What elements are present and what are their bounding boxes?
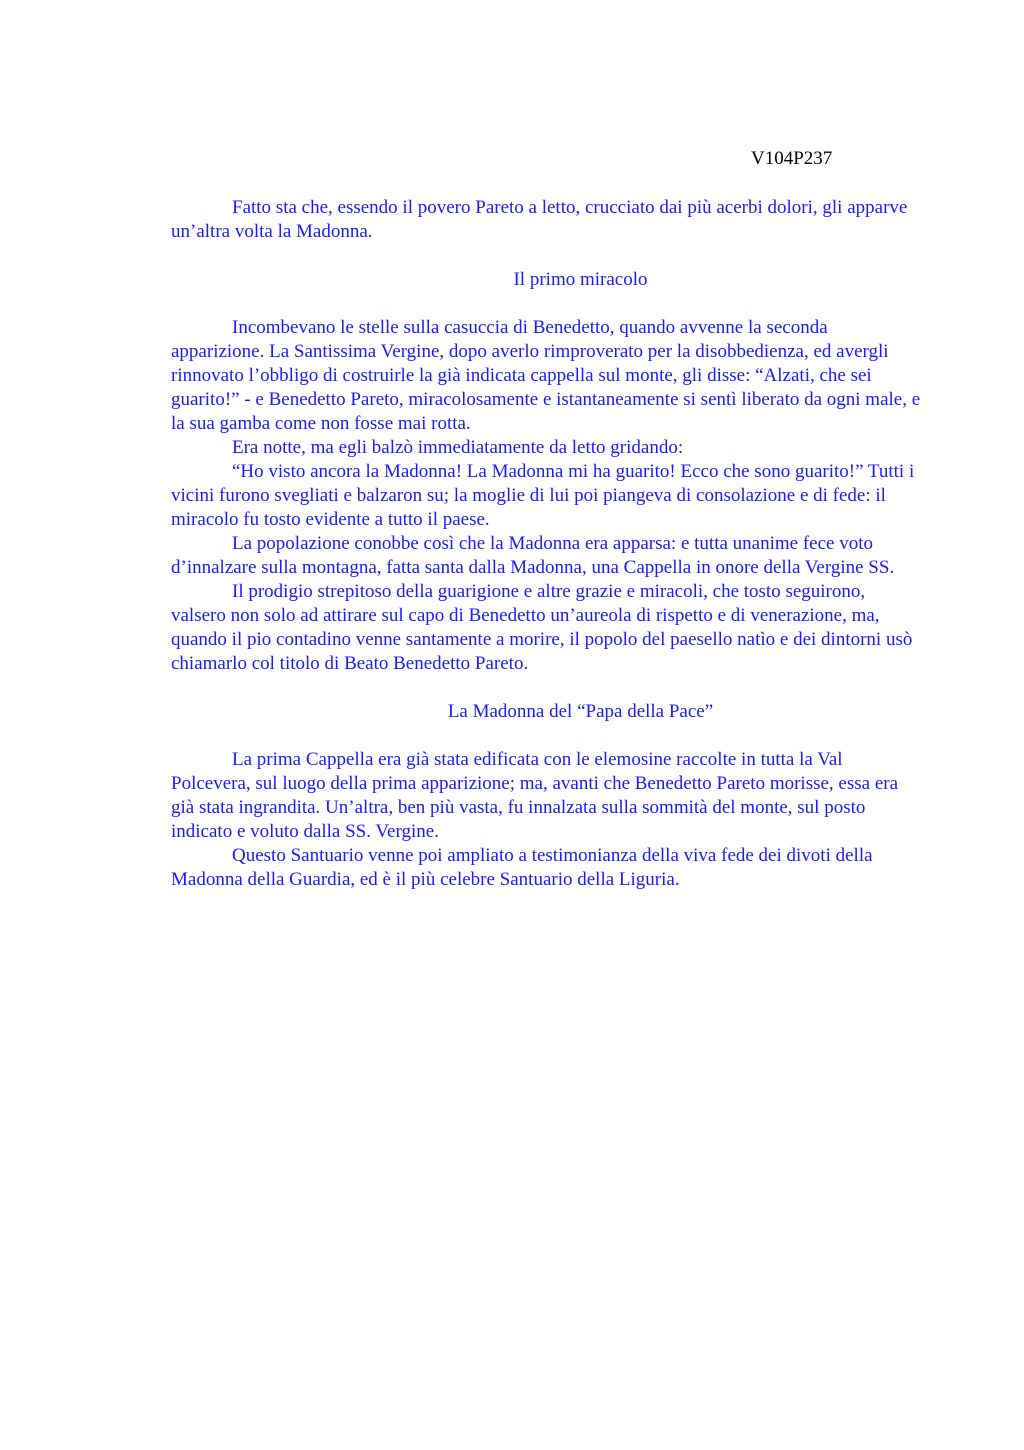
intro-paragraph: Fatto sta che, essendo il povero Pareto a letto, crucciato dai più acerbi dolori, gli apparve un’altra volta la Madonna. xyxy=(171,197,908,242)
section1-paragraph-5: Il prodigio strepitoso della guarigione e altre grazie e miracoli, che tosto seguirono, valsero non solo ad attirare sul capo di Benedetto un’aureola di rispetto e di venerazione, ma, quando il pio contadino venne santamente a morire, il popolo del paesello natìo e dei dintorni usò chiamarlo col titolo di Beato Benedetto Pareto. xyxy=(171,581,913,674)
section1-paragraph-1: Incombevano le stelle sulla casuccia di Benedetto, quando avvenne la seconda apparizione. La Santissima Vergine, dopo averlo rimproverato per la disobbedienza, ed avergli rinnovato l’obbligo di costruirle la già indicata cappella sul monte, gli disse: “Alzati, che sei guarito!” - e Benedetto Pareto, miracolosamente e istantaneamente si sentì liberato da ogni male, e la sua gamba come non fosse mai rotta. xyxy=(171,317,921,434)
section2-paragraph-1: La prima Cappella era già stata edificata con le elemosine raccolte in tutta la Val Polcevera, sul luogo della prima apparizione; ma, avanti che Benedetto Pareto morisse, essa era già stata ingrandita. Un’altra, ben più vasta, fu innalzata sulla sommità del monte, sul posto indicato e voluto dalla SS. Vergine. xyxy=(171,749,899,842)
section-heading-papa-della-pace: La Madonna del “Papa della Pace” xyxy=(447,701,714,722)
document-body xyxy=(171,196,923,892)
section1-paragraph-2: Era notte, ma egli balzò immediatamente da letto gridando: xyxy=(232,437,684,458)
section2-paragraph-2: Questo Santuario venne poi ampliato a testimonianza della viva fede dei divoti della Madonna della Guardia, ed è il più celebre Santuario della Liguria. xyxy=(171,845,873,890)
section1-paragraph-4: La popolazione conobbe così che la Madonna era apparsa: e tutta unanime fece voto d’innalzare sulla montagna, fatta santa dalla Madonna, una Cappella in onore della Vergine SS. xyxy=(171,533,895,578)
section1-paragraph-3: “Ho visto ancora la Madonna! La Madonna mi ha guarito! Ecco che sono guarito!” Tutti i vicini furono svegliati e balzaron su; la moglie di lui poi piangeva di consolazione e di fede: il miracolo fu tosto evidente a tutto il paese. xyxy=(171,461,915,530)
section-heading-primo-miracolo: Il primo miracolo xyxy=(513,269,648,290)
page-identifier: V104P237 xyxy=(751,148,833,169)
